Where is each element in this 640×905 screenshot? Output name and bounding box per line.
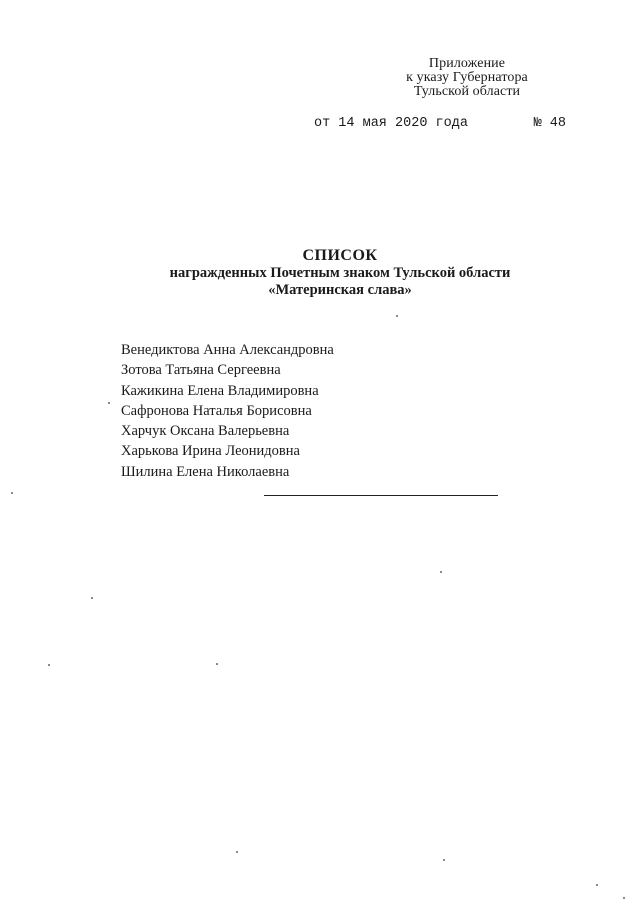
awardee-name: Харчук Оксана Валерьевна [121,423,290,440]
decree-date: от 14 мая 2020 года [314,116,468,131]
scan-speck [596,884,598,886]
scan-speck [108,402,110,404]
appendix-header [372,57,562,99]
scan-speck [396,315,398,317]
list-subtitle-line-2: «Материнская слава» [268,282,412,298]
awardee-name: Зотова Татьяна Сергеевна [121,362,281,379]
scan-speck [236,851,238,853]
scan-speck [91,597,93,599]
appendix-line-2: к указу Губернатора [406,70,528,85]
scan-speck [11,492,13,494]
awardee-name: Венедиктова Анна Александровна [121,342,334,358]
appendix-line-3: Тульской области [413,84,521,99]
appendix-line-1: Приложение [428,56,506,71]
scan-speck [443,859,445,861]
decree-number: № 48 [533,116,566,131]
awardee-name: Харькова Ирина Леонидовна [121,443,300,460]
list-heading [100,247,580,299]
scan-speck [216,663,218,665]
scan-speck [440,571,442,573]
awardee-name: Шилина Елена Николаевна [121,463,290,480]
list-title: СПИСОК [302,247,378,264]
scan-speck [623,897,625,899]
awardee-list [121,340,334,482]
end-of-list-rule [264,495,498,496]
list-subtitle-line-1: награжденных Почетным знаком Тульской области [169,265,511,281]
scan-speck [48,664,50,666]
awardee-name: Кажикина Елена Владимировна [121,382,319,399]
decree-date-line [314,116,566,131]
awardee-name: Сафронова Наталья Борисовна [121,402,312,419]
